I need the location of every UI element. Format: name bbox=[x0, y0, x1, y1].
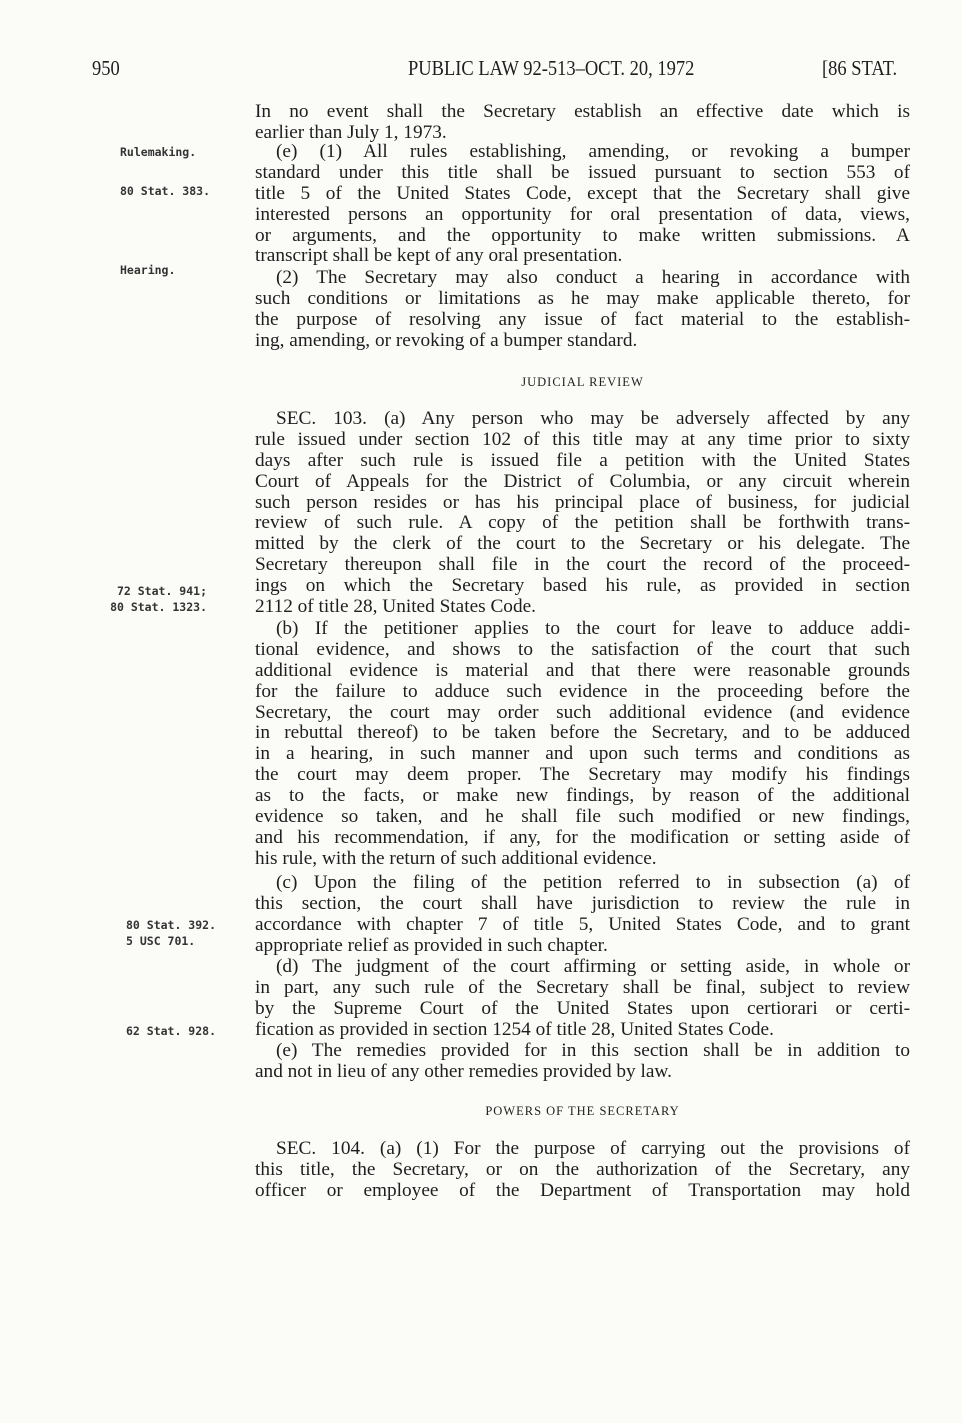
paragraph-sec-103-d bbox=[255, 957, 910, 1041]
paragraph-sec-103-b bbox=[255, 619, 910, 870]
text-line: the court may deem proper. The Secretary may modify his findings bbox=[255, 764, 910, 786]
text-line: In no event shall the Secretary establish an effective date which is bbox=[255, 101, 910, 122]
text-line: tional evidence, and shows to the satisfaction of the court that such bbox=[255, 638, 910, 660]
margin-note: 62 Stat. 928. bbox=[126, 1024, 217, 1038]
text-line: officer or employee of the Department of Transportation may hold bbox=[255, 1179, 910, 1201]
text-line: (d) The judgment of the court affirming or setting aside, in whole or bbox=[276, 956, 910, 977]
text-line: such conditions or limitations as he may make applicable thereto, for bbox=[255, 287, 910, 309]
paragraph-sec-104-a bbox=[255, 1139, 910, 1202]
paragraph-rulemaking bbox=[255, 142, 910, 267]
margin-note: 80 Stat. 383. bbox=[120, 184, 211, 198]
text-line: additional evidence is material and that there were reasonable grounds bbox=[255, 659, 910, 681]
text-line: (e) The remedies provided for in this section shall be in addition to bbox=[276, 1040, 910, 1061]
text-line: title 5 of the United States Code, except that the Secretary shall give bbox=[255, 182, 910, 204]
text-line: (c) Upon the filing of the petition referred to in subsection (a) of bbox=[276, 872, 910, 893]
text-line: 2112 of title 28, United States Code. bbox=[255, 596, 536, 618]
text-line: transcript shall be kept of any oral presentation. bbox=[255, 245, 623, 267]
text-line: (e) (1) All rules establishing, amending, or revoking a bumper bbox=[276, 141, 910, 162]
paragraph-hearing bbox=[255, 268, 910, 352]
text-line: Secretary, the court may order such additional evidence (and evidence bbox=[255, 701, 910, 723]
page-number: 950 bbox=[92, 56, 120, 80]
text-line: earlier than July 1, 1973. bbox=[255, 121, 447, 143]
paragraph-sec-103-a bbox=[255, 409, 910, 618]
text-line: rule issued under section 102 of this title may at any time prior to sixty bbox=[255, 428, 910, 450]
text-line: or arguments, and the opportunity to make written submissions. A bbox=[255, 224, 910, 246]
text-line: Secretary thereupon shall file in the court the record of the proceed- bbox=[255, 554, 910, 576]
text-line: (b) If the petitioner applies to the court for leave to adduce addi- bbox=[276, 618, 910, 639]
text-line: (2) The Secretary may also conduct a hearing in accordance with bbox=[276, 267, 910, 288]
text-line: ing, amending, or revoking of a bumper standard. bbox=[255, 329, 638, 351]
text-line: standard under this title shall be issued pursuant to section 553 of bbox=[255, 161, 910, 183]
running-title: PUBLIC LAW 92-513–OCT. 20, 1972 bbox=[408, 56, 695, 80]
text-line: accordance with chapter 7 of title 5, United States Code, and to grant bbox=[255, 913, 910, 935]
text-line: in rebuttal thereof) to be taken before the Secretary, and to be adduced bbox=[255, 722, 910, 744]
text-line: days after such rule is issued file a petition with the United States bbox=[255, 449, 910, 471]
statute-reference: [86 STAT. bbox=[822, 56, 898, 80]
margin-note: Rulemaking. bbox=[120, 145, 197, 159]
paragraph-sec-103-c bbox=[255, 873, 910, 957]
margin-note: 80 Stat. 1323. bbox=[110, 600, 207, 614]
section-heading: POWERS OF THE SECRETARY bbox=[485, 1104, 680, 1118]
paragraph-effective-date bbox=[255, 102, 910, 144]
text-line: the purpose of resolving any issue of fact material to the establish- bbox=[255, 308, 910, 330]
text-line: fication as provided in section 1254 of title 28, United States Code. bbox=[255, 1018, 774, 1040]
text-line: SEC. 104. (a) (1) For the purpose of carrying out the provisions of bbox=[276, 1138, 910, 1159]
text-line: mitted by the clerk of the court to the Secretary or his delegate. The bbox=[255, 533, 910, 555]
text-line: such person resides or has his principal place of business, for judicial bbox=[255, 491, 910, 513]
text-line: evidence so taken, and he shall file such modified or new findings, bbox=[255, 806, 910, 828]
margin-note: 5 USC 701. bbox=[126, 934, 196, 948]
text-line: in a hearing, in such manner and upon such terms and conditions as bbox=[255, 743, 910, 765]
text-line: appropriate relief as provided in such chapter. bbox=[255, 934, 608, 956]
text-line: in part, any such rule of the Secretary shall be final, subject to review bbox=[255, 976, 910, 998]
section-heading: JUDICIAL REVIEW bbox=[521, 375, 644, 389]
text-line: and his recommendation, if any, for the modification or setting aside of bbox=[255, 826, 910, 848]
text-line: his rule, with the return of such additional evidence. bbox=[255, 847, 657, 869]
text-line: this section, the court shall have jurisdiction to review the rule in bbox=[255, 892, 910, 914]
text-line: ings on which the Secretary based his rule, as provided in section bbox=[255, 575, 910, 597]
margin-note: Hearing. bbox=[120, 263, 176, 277]
text-line: by the Supreme Court of the United States upon certiorari or certi- bbox=[255, 997, 910, 1019]
text-line: Court of Appeals for the District of Columbia, or any circuit wherein bbox=[255, 470, 910, 492]
text-line: interested persons an opportunity for oral presentation of data, views, bbox=[255, 203, 910, 225]
margin-note: 72 Stat. 941; bbox=[116, 584, 207, 598]
text-line: review of such rule. A copy of the petition shall be forthwith trans- bbox=[255, 512, 910, 534]
text-line: and not in lieu of any other remedies provided by law. bbox=[255, 1060, 672, 1082]
text-line: SEC. 103. (a) Any person who may be adversely affected by any bbox=[276, 408, 910, 429]
paragraph-sec-103-e bbox=[255, 1041, 910, 1083]
text-line: for the failure to adduce such evidence in the proceeding before the bbox=[255, 680, 910, 702]
text-line: this title, the Secretary, or on the authorization of the Secretary, any bbox=[255, 1158, 910, 1180]
text-line: as to the facts, or make new findings, by reason of the additional bbox=[255, 785, 910, 807]
margin-note: 80 Stat. 392. bbox=[126, 918, 217, 932]
